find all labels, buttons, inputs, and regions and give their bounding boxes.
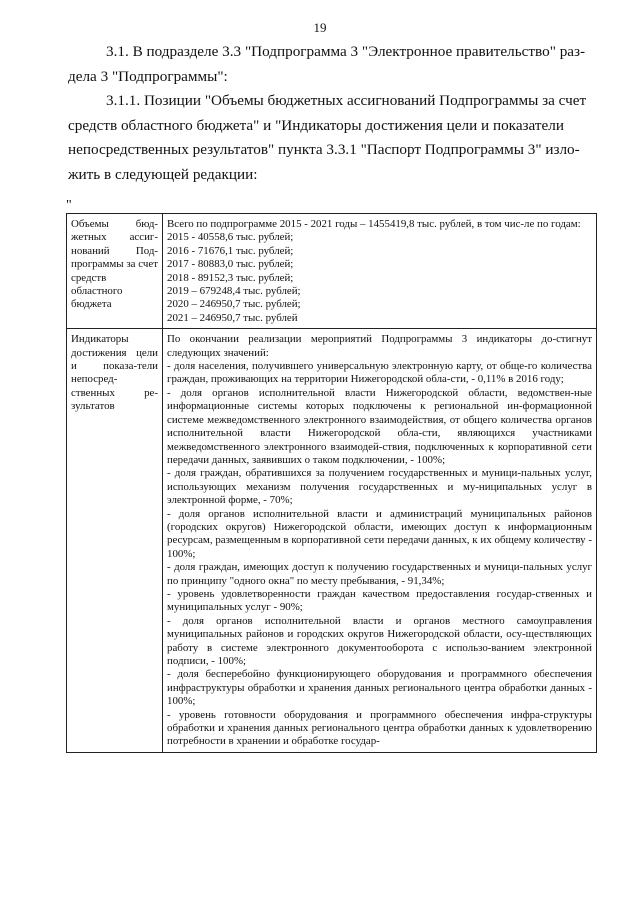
subsection-paragraph-line-1: 3.1.1. Позиции "Объемы бюджетных ассигнований Подпрограммы за счет xyxy=(106,92,587,109)
budget-year-2015: 2015 - 40558,6 тыс. рублей; xyxy=(167,231,294,244)
budget-content-cell xyxy=(163,214,597,329)
table-row-budget xyxy=(67,214,597,329)
indicator-item: - доля органов исполнительной власти и органов местного самоуправления муниципальных районов и городских округов Нижегородской области, осу-ществляющих работу в системе электронного документооборота с использо-ванием электронной подписи, - 100%; xyxy=(167,614,592,667)
section-paragraph-line-1: 3.1. В подразделе 3.3 "Подпрограмма 3 "Электронное правительство" раз- xyxy=(106,43,586,60)
budget-label-cell: Объемы бюд-жетных ассиг-нований Под-программы за счет средств областного бюджета xyxy=(67,214,163,329)
indicator-item: - доля органов исполнительной власти и администраций муниципальных районов (городских округов) Нижегородской области, имеющих доступ к информационным ресурсам, размещенным в корпоративной сети передачи данных, к их общему количеству - 100%; xyxy=(167,507,592,560)
indicator-item: - уровень готовности оборудования и программного обеспечения инфра-структуры обработки и хранения данных регионального центра обработки данных к удовлетворению потребности в хранении и обработке государ- xyxy=(167,708,592,748)
section-paragraph-line-2: дела 3 "Подпрограммы": xyxy=(68,67,228,85)
page-number: 19 xyxy=(313,20,327,35)
subprogram-passport-table xyxy=(66,213,597,753)
indicator-item: - доля населения, получившего универсальную электронную карту, от обще-го количества граждан, проживающих на территории Нижегородской обла-сти, - 0,11% в 2016 году; xyxy=(167,360,592,386)
indicators-label-cell: Индикаторы достижения цели и показа-тели непосред-ственных ре-зультатов xyxy=(67,329,163,753)
budget-year-2017: 2017 - 80883,0 тыс. рублей; xyxy=(167,258,294,271)
budget-year-2019: 2019 – 679248,4 тыс. рублей; xyxy=(167,285,301,298)
indicator-item: - доля бесперебойно функционирующего оборудования и программного обеспечения инфраструктуры обработки и хранения данных регионального центра обработки данных - 100%; xyxy=(167,668,592,708)
budget-year-2018: 2018 - 89152,3 тыс. рублей; xyxy=(167,271,294,284)
budget-year-2016: 2016 - 71676,1 тыс. рублей; xyxy=(167,244,294,257)
subsection-paragraph-line-2: средств областного бюджета" и "Индикаторы достижения цели и показатели xyxy=(68,116,564,134)
subsection-paragraph-line-3: непосредственных результатов" пункта 3.3.1 "Паспорт Подпрограммы 3" изло- xyxy=(68,141,580,158)
section-paragraph xyxy=(68,40,596,89)
indicator-item: - доля граждан, обратившихся за получением государственных и муници-пальных услуг, использующих механизм получения государственных и му-ниципальных услуг в электронной форме, - 70%; xyxy=(167,467,592,507)
subsection-paragraph xyxy=(68,89,596,187)
indicator-item: - доля граждан, имеющих доступ к получению государственных и муници-пальных услуг по принципу "одного окна" по месту пребывания, - 91,34%; xyxy=(167,561,592,587)
opening-quote-mark: " xyxy=(66,198,72,213)
indicators-content-cell xyxy=(163,329,597,753)
indicator-item: - доля органов исполнительной власти Нижегородской области, ведомствен-ные информационные системы которых подключены к региональной ин-формационной системе межведомственного электронного взаимодействия, от общего количества органов исполнительной власти Нижегородской обла-сти, являющихся участниками межведомственного электронного взаимодей-ствия, подключенных к корпоративной сети передачи данных, заявивших о таком подключении, - 100%; xyxy=(167,386,592,466)
budget-intro: Всего по подпрограмме 2015 - 2021 годы – 1455419,8 тыс. рублей, в том чис-ле по годам: xyxy=(167,218,581,230)
budget-year-2020: 2020 – 246950,7 тыс. рублей; xyxy=(167,298,301,311)
indicator-item: - уровень удовлетворенности граждан качеством предоставления государ-ственных и муниципальных услуг - 90%; xyxy=(167,587,592,614)
budget-year-2021: 2021 – 246950,7 тыс. рублей xyxy=(167,311,298,324)
subsection-paragraph-line-4: жить в следующей редакции: xyxy=(68,165,258,183)
table-row-indicators xyxy=(67,329,597,753)
indicators-intro: По окончании реализации мероприятий Подпрограммы 3 индикаторы до-стигнут следующих значений: xyxy=(167,333,592,359)
